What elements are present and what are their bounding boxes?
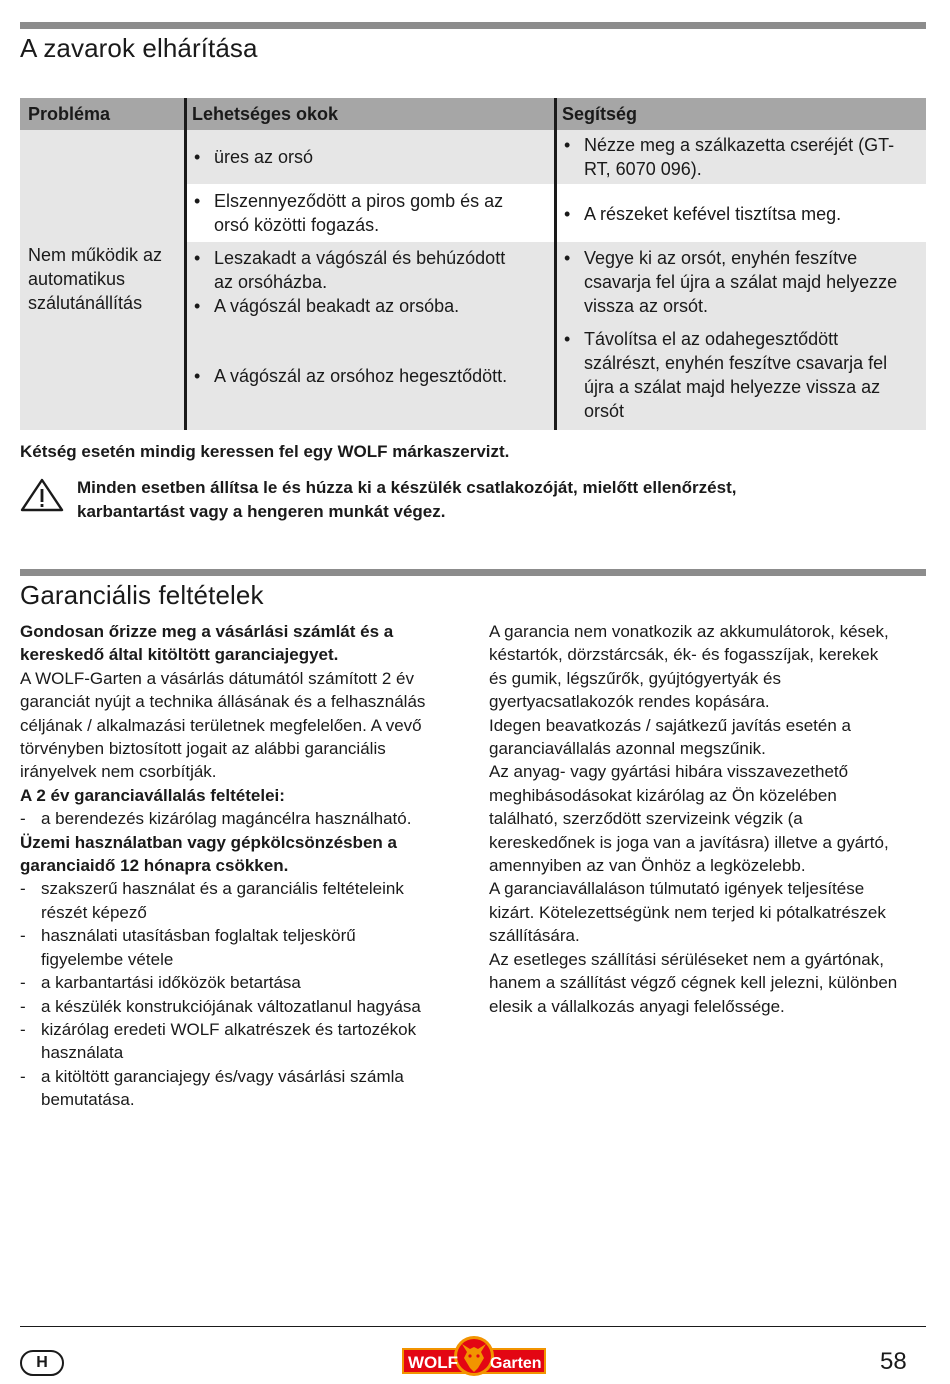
- column-divider: [184, 98, 187, 430]
- list-item: - a kitöltött garanciajegy és/vagy vásárlási számla bemutatása.: [20, 1066, 404, 1110]
- service-note: Kétség esetén mindig keressen fel egy WOLF márkaszervizt.: [20, 442, 510, 461]
- safety-warning: Minden esetben állítsa le és húzza ki a készülék csatlakozóját, mielőtt ellenőrzést, karbantartást vagy a hengeren munkát végez.: [77, 478, 737, 521]
- conditions-title: A 2 év garanciavállalás feltételei:: [20, 785, 285, 805]
- list-item: - a készülék konstrukciójának változatlanul hagyása: [20, 996, 421, 1016]
- list-item: - a karbantartási időközök betartása: [20, 973, 301, 993]
- header-help: Segítség: [562, 104, 638, 124]
- warning-triangle-icon: [20, 478, 64, 512]
- problem-text: Nem működik az automatikus szálutánállítás: [28, 245, 163, 313]
- logo-text-garten: Garten: [490, 1355, 542, 1372]
- logo-text-wolf: WOLF: [408, 1353, 459, 1372]
- list-item: - használati utasításban foglaltak teljeskörű figyelembe vétele: [20, 926, 356, 969]
- section-rule-warranty: [20, 569, 926, 576]
- warranty-title: Garanciális feltételek: [20, 580, 264, 610]
- header-problem: Probléma: [28, 104, 111, 124]
- section-rule-top: [20, 22, 926, 29]
- table-header: [20, 98, 926, 130]
- troubleshooting-table: Probléma Lehetséges okok Segítség Nem működik az automatikus szálutánállítás • üres az orsó • Nézze meg a szálkazetta cseréjét (GT- RT, 6070 096). • Elszennyeződött a piros gomb és az orsó közötti fogazás. • A részeket kefével tisztítsa meg. • Leszakadt a vágószál és behúzódott az orsóházba. • A vágószál beakadt az orsóba. • Vegye ki az orsót, enyhén feszítve csavarja fel újra a szálat majd helyezze vissza az orsót. • A vágószál az orsóhoz hegesztődött. • Távolítsa el az odahegesztődött szálrészt, enyhén feszítve csavarja fel újra a szálat majd helyezze vissza az orsót: [20, 98, 926, 430]
- header-causes: Lehetséges okok: [192, 104, 339, 124]
- troubleshooting-title: A zavarok elhárítása: [20, 33, 258, 63]
- intro-text: A WOLF-Garten a vásárlás dátumától számított 2 év garanciát nyújt a technika állásának és a felhasználás céljának / alkalmazási területnek megfelelően. A vevő törvényben biztosított jogait az alábbi garanciális irányelvek nem csorbítják.: [20, 668, 426, 782]
- list-item: - kizárólag eredeti WOLF alkatrészek és tartozékok használata: [20, 1019, 417, 1063]
- problem-cell: [20, 130, 184, 430]
- language-badge: H: [20, 1350, 64, 1376]
- footer-rule: [20, 1326, 926, 1327]
- intro-bold: Gondosan őrizze meg a vásárlási számlát és a kereskedő által kitöltött garanciajegyet.: [20, 622, 394, 665]
- warranty-right-column: A garancia nem vonatkozik az akkumulátorok, kések, késtartók, dörzstárcsák, ék- és fogasszíjak, kerekek és gumik, légszűrők, gyújtógyertyák és gyertyacsatlakozók rendes kopására. Idegen beavatkozás / sajátkezű javítás esetén a garanciavállalás azonnal megszűnik. Az anyag- vagy gyártási hibára visszavezethető meghibásodásokat kizárólag az Ön közelében található, szerződött szervizeink végzik (a kereskedőnek is joga van a javításra) illetve a gyártó, amennyiben az van Önhöz a legközelebb. A garanciavállaláson túlmutató igények teljesítése kizárt. Kötelezettségünk nem terjed ki pótalkatrészek szállítására. Az esetleges szállítási sérüléseket nem a gyártónak, hanem a szállítást végző cégnek kell jelezni, különben elesik a vállalkozás anyagi felelőssége.: [489, 622, 898, 1016]
- warranty-left-column: [20, 620, 470, 1112]
- page-number: 58: [880, 1348, 907, 1375]
- commercial-use-note: Üzemi használatban vagy gépkölcsönzésben a garanciaidő 12 hónapra csökken.: [20, 832, 397, 876]
- list-item: - szakszerű használat és a garanciális feltételeink részét képező: [20, 879, 404, 922]
- list-item: - a berendezés kizárólag magáncélra használható.: [20, 809, 412, 829]
- wolf-garten-logo: [400, 1330, 548, 1380]
- column-divider: [554, 98, 557, 430]
